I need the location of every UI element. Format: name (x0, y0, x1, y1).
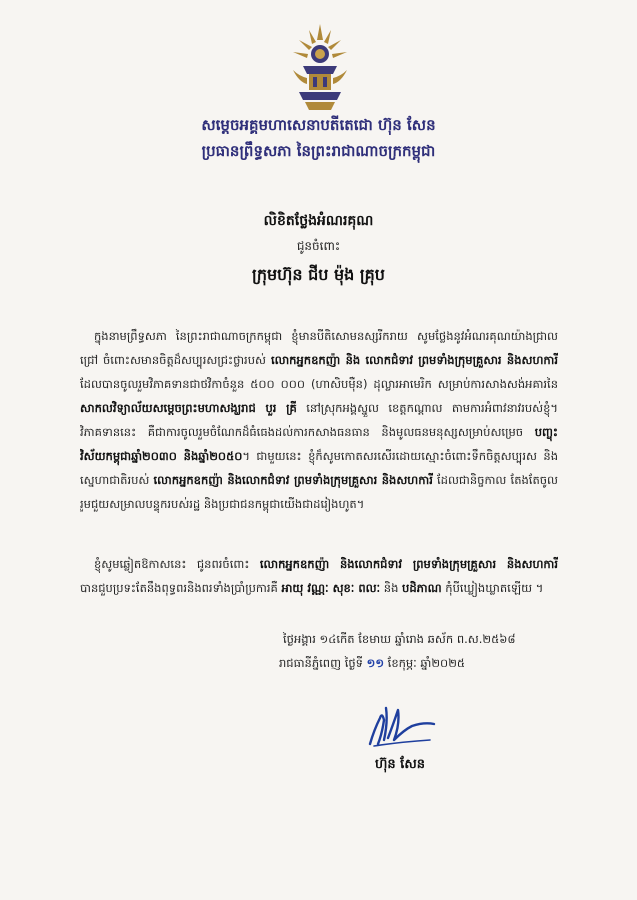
to-label: ជូនចំពោះ (296, 239, 341, 253)
body-text: កុំបីឃ្លៀងឃ្លាតឡើយ ។ (441, 581, 544, 595)
body-text: ដែលបានចូលរួមវិភាគទានជាថវិកាចំនួន ៥០០ ០០០ (ហាសិបម៉ឺន) ដុល្លារអាមេរិក សម្រាប់ការសាងសង់អគារនៃ (80, 377, 558, 391)
honoree-name: លោកអ្នកឧកញ៉ា និង លោកជំទាវ ព្រមទាំងក្រុមគ្រួសារ និងសហការី (270, 353, 558, 367)
royal-emblem-icon (285, 22, 355, 112)
body-text: ក្នុងនាមព្រឹទ្ធសភា នៃព្រះរាជាណាចក្រកម្ពុជា ខ្ញុំមានបីតិសោមនស្សរីករាយ សូមថ្លែងនូវអំណរគុណយ៉ាងជ្រាលជ្រៅ ចំពោះសមានចិត្តដ៏សប្បុរសជ្រះថ្លារបស់ (80, 329, 558, 367)
date-text: ខែកុម្ភៈ ឆ្នាំ២០២៥ (384, 656, 466, 670)
signer-name: ហ៊ុន សែន (375, 757, 425, 772)
blessings: អាយុ វណ្ណៈ សុខៈ ពលៈ (281, 581, 381, 595)
body-text: ខ្ញុំសូមឆ្លៀតឱកាសនេះ ជូនពរចំពោះ (94, 557, 260, 571)
date-text: រាជធានីភ្នំពេញ ថ្ងៃទី (279, 656, 367, 670)
honoree-name: លោកអ្នកឧកញ៉ា និងលោកជំទាវ ព្រមទាំងក្រុមគ្រួសារ និងសហការី (153, 473, 433, 487)
body-paragraph-2 (80, 552, 558, 624)
vision-name: បញ្ចុះវិស័យកម្ពុជាឆ្នាំ២០៣០ និងឆ្នាំ២០៥០ (80, 425, 558, 463)
body-text: នៅស្រុកអង្គស្នួល ខេត្តកណ្តាល តាមការអំពាវនាវរបស់ខ្ញុំ។ វិភាគទាននេះ គឺជាការចូលរួមចំណែកដ៏ធំធេងដល់ការកសាងធនធាន និងមូលធនមនុស្សសម្រាប់សម្រេច (80, 401, 558, 439)
lunar-date: ថ្ងៃអង្គារ ១៤កើត ខែមាឃ ឆ្នាំរោង ឆស័ក ព.ស.២៥៦៨ (283, 632, 516, 646)
blessing-wisdom: បដិភាណ (402, 581, 442, 595)
body-paragraph-1 (80, 324, 558, 552)
handwritten-signature-icon (364, 700, 438, 752)
body-text: និង (380, 581, 403, 595)
sender-name: សម្តេចអគ្គមហាសេនាបតីតេជោ ហ៊ុន សែន (201, 116, 436, 134)
body-text: ។ ជាមួយនេះ ខ្ញុំក៏សូមកោតសរសើរដោយស្មោះចំពោះទឹកចិត្តសប្បុរស និងស្នេហាជាតិរបស់ (80, 449, 558, 487)
date-day: ១១ (366, 656, 385, 670)
body-text: ដែលជានិច្ចកាល តែងតែចូលរួមជួយសម្រាលបន្ទុករបស់រដ្ឋ និងប្រជាជនកម្ពុជាយើងជាដរៀងហូត។ (80, 473, 558, 511)
letter-type: លិខិតថ្លែងអំណរគុណ (263, 213, 374, 229)
honoree-name: លោកអ្នកឧកញ៉ា និងលោកជំទាវ ព្រមទាំងក្រុមគ្រួសារ និងសហការី (259, 557, 558, 571)
recipient-name: ក្រុមហ៊ុន ជីប ម៉ុង គ្រុប (252, 265, 385, 284)
solar-date (279, 656, 579, 673)
body-text: បានជួបប្រទះតែនឹងពុទ្ធពរនិងពរទាំងប្រាំប្រការគឺ (80, 581, 282, 595)
university-name: សាកលវិទ្យាល័យសម្តេចព្រះមហាសង្ឃរាជ បួរ គ្រី (80, 401, 297, 415)
sender-title: ប្រធានព្រឹទ្ធសភា នៃព្រះរាជាណាចក្រកម្ពុជា (201, 142, 436, 160)
